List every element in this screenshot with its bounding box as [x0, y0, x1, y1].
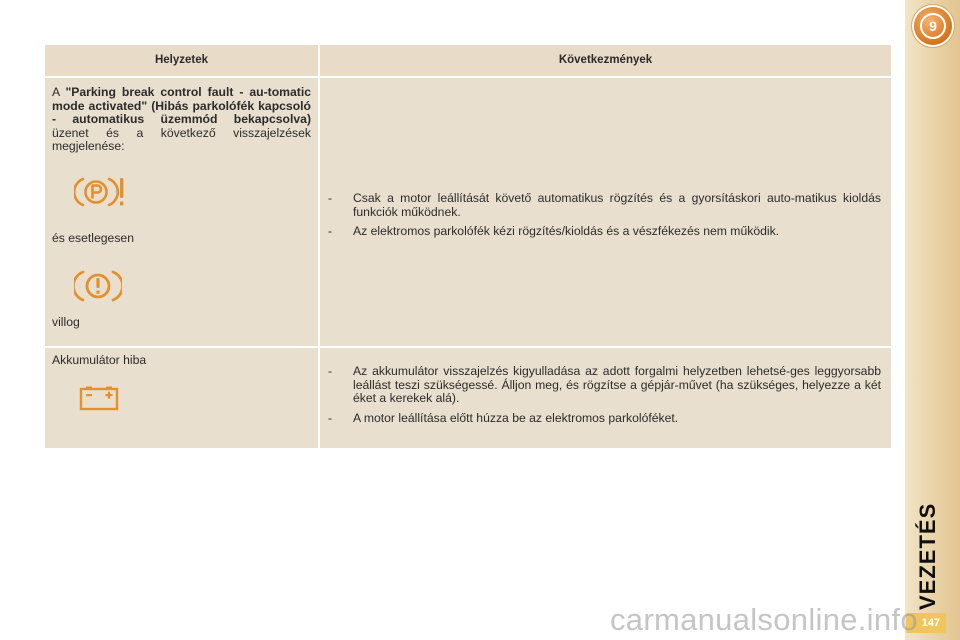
chapter-number-badge	[914, 7, 952, 45]
situation-cell	[45, 347, 319, 448]
list-item: - Az akkumulátor visszajelzés kigyulladása az adott forgalmi helyzetben lehetsé-ges leggyorsabb leállást teszi szükségessé. Álljon meg, és rögzítse a gépjár-művet (ha szükséges, helyezze a két éket a kerekek alá).	[328, 365, 881, 406]
situations-table	[45, 45, 891, 448]
header-consequences: Következmények	[319, 45, 891, 77]
table-row	[45, 347, 891, 448]
list-item: - A motor leállítása előtt húzza be az elektromos parkolóféket.	[328, 412, 881, 426]
table-row	[45, 77, 891, 347]
header-situations: Helyzetek	[45, 45, 319, 77]
table-header-row	[45, 45, 891, 77]
situation-cell	[45, 77, 319, 347]
consequences-list	[320, 365, 891, 425]
brake-warning-icon	[74, 268, 122, 304]
warning-message: "Parking break control fault - au-tomatic mode activated" (Hibás parkolófék kapcsoló - automatikus üzemmód bekapcsolva)	[52, 85, 312, 126]
consequences-list	[320, 192, 891, 239]
and-optionally-text: és esetlegesen	[52, 230, 134, 245]
battery-icon	[79, 385, 121, 411]
chapter-number: 9	[920, 13, 946, 39]
section-title: VEZETÉS	[915, 502, 940, 610]
page-number: 147	[906, 613, 946, 633]
flashing-text: villog	[52, 315, 80, 329]
consequences-cell	[319, 347, 891, 448]
list-item: - Csak a motor leállítását követő automatikus rögzítés és a gyorsításkori auto-matikus kioldás funkciók működnek.	[328, 192, 881, 219]
consequences-cell	[319, 77, 891, 347]
situation-text: Akkumulátor hiba	[52, 353, 147, 367]
situation-text: A "Parking break control fault - au-tomatic mode activated" (Hibás parkolófék kapcsoló - automatikus üzemmód bekapcsolva) üzenet és a következő visszajelzések megjelenése:	[52, 85, 312, 153]
list-item: - Az elektromos parkolófék kézi rögzítés/kioldás és a vészfékezés nem működik.	[328, 225, 881, 239]
watermark: carmanualsonline.info	[610, 602, 918, 637]
parking-brake-fault-icon	[74, 174, 134, 210]
